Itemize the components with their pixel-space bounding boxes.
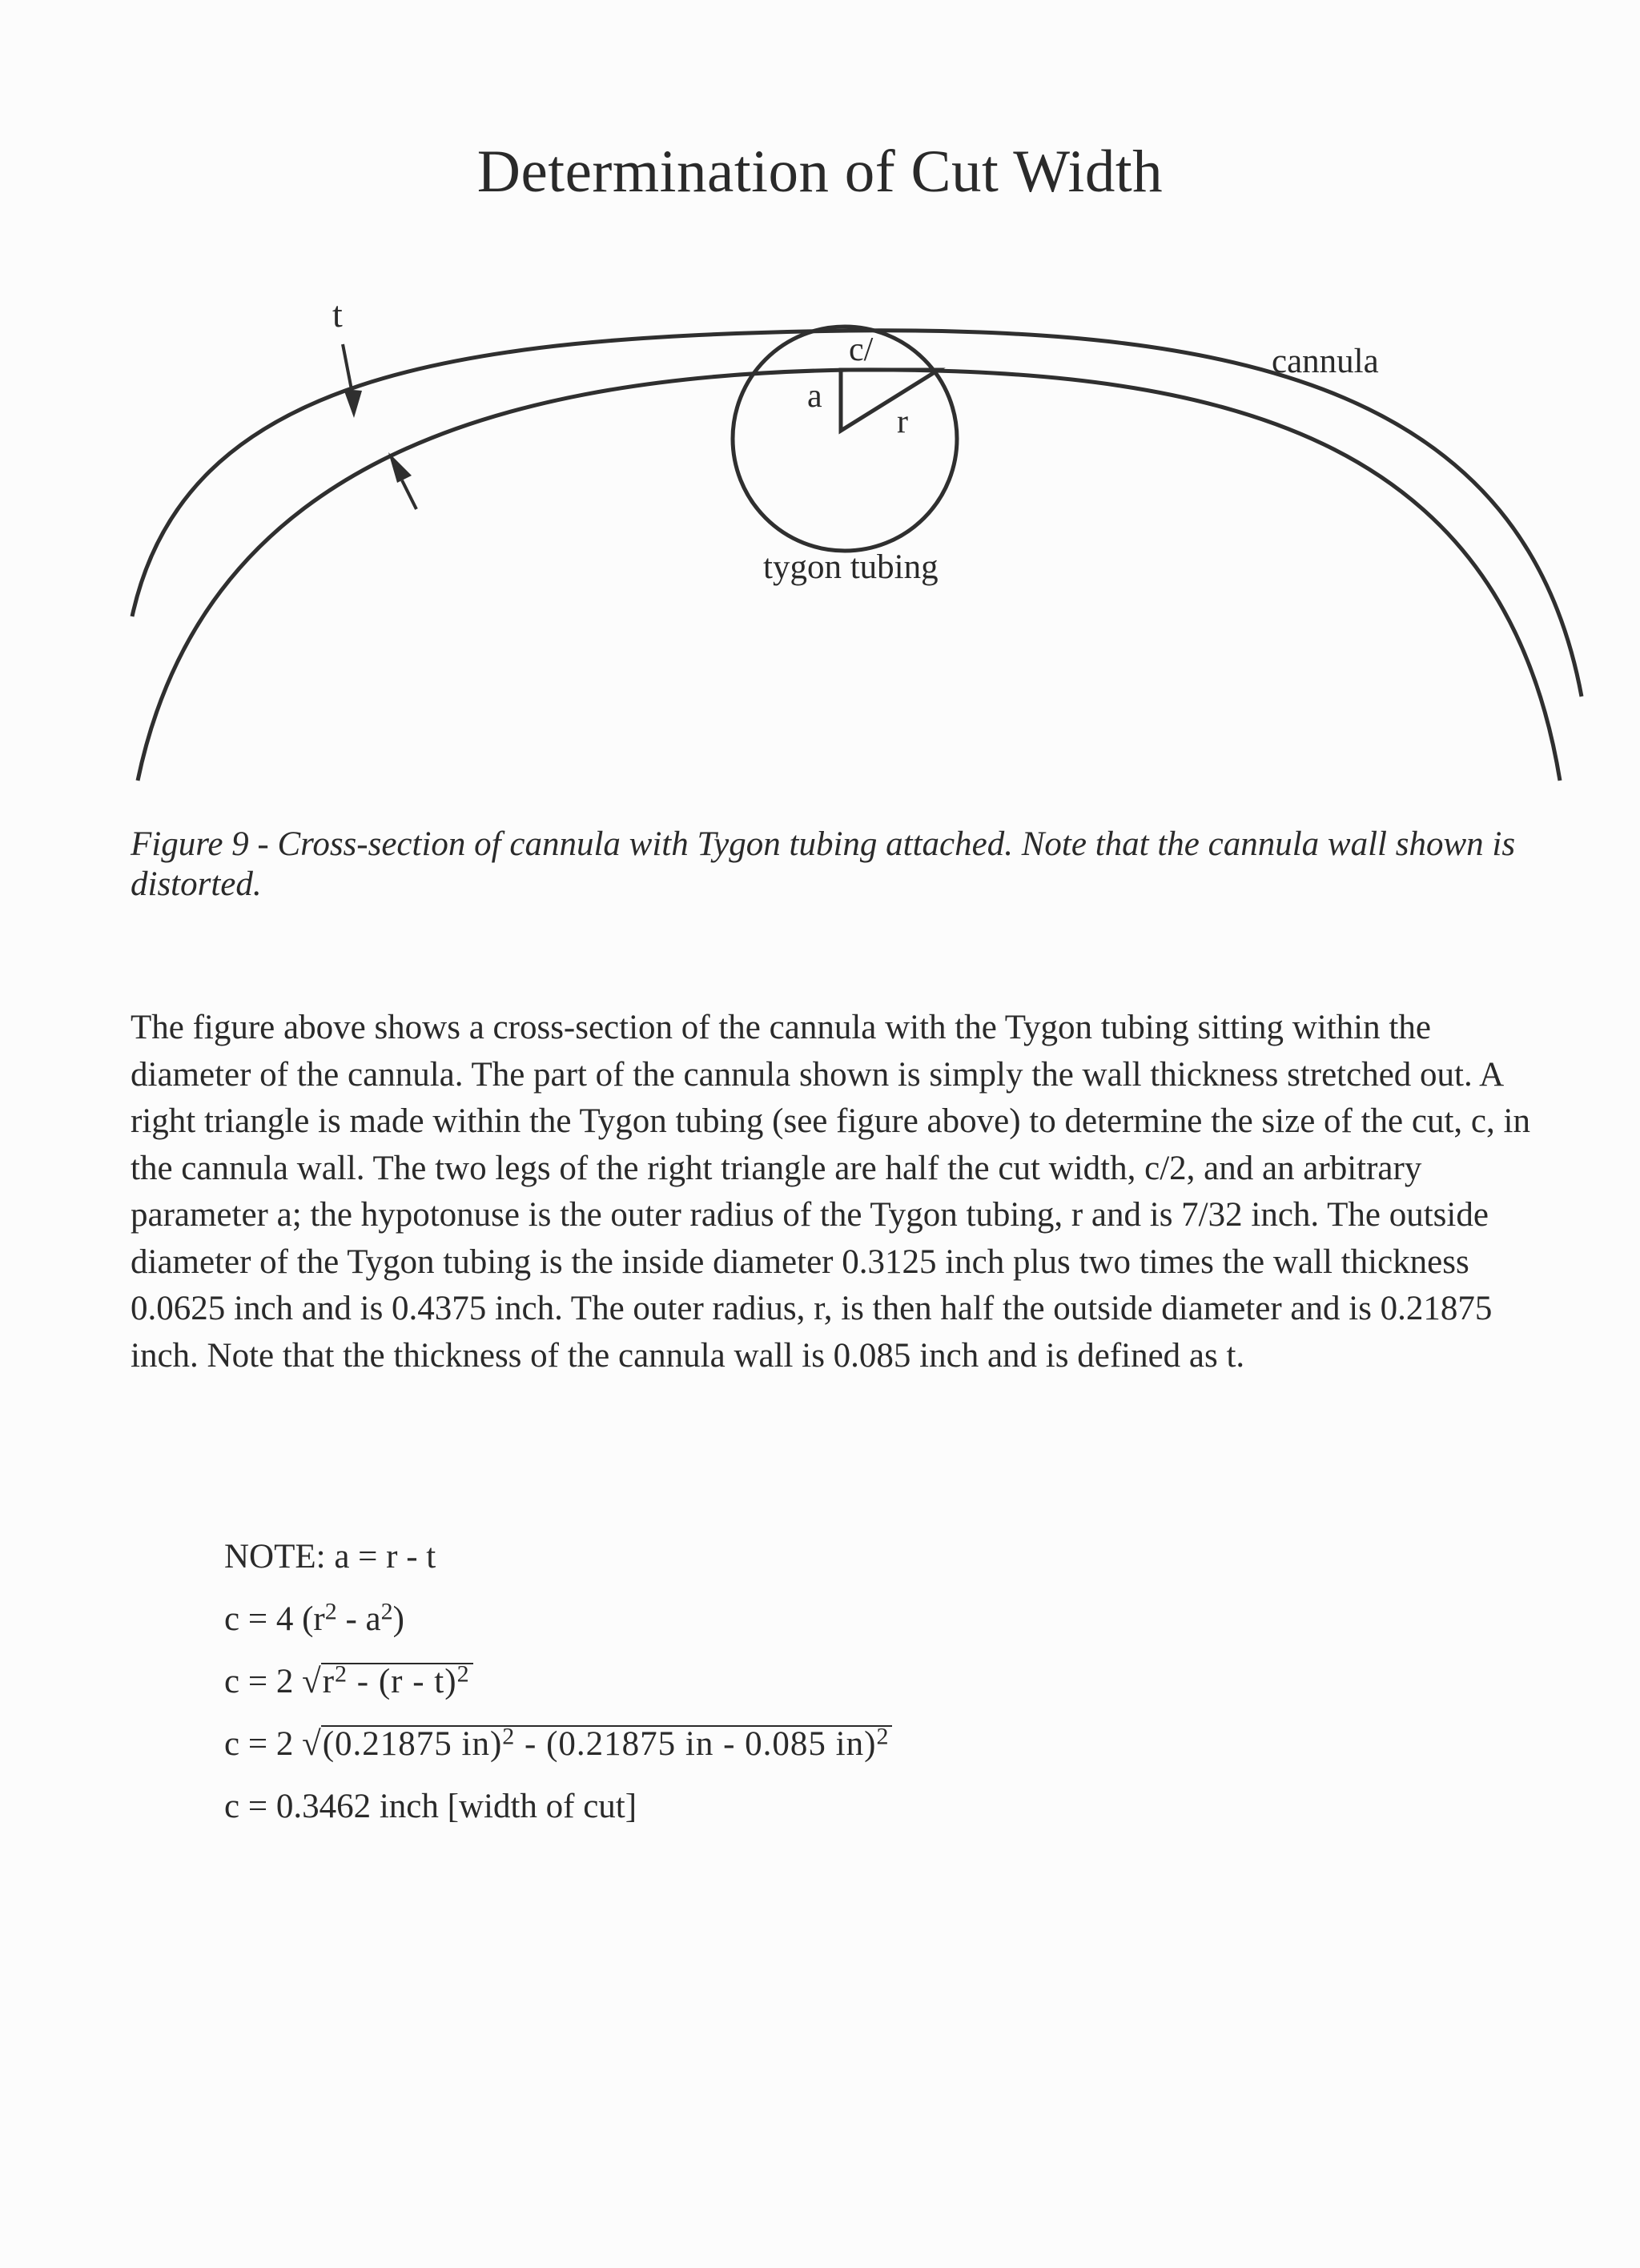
label-r: r	[897, 403, 908, 440]
label-tygon-tubing: tygon tubing	[763, 548, 939, 586]
page-title: Determination of Cut Width	[476, 138, 1164, 205]
tygon-tubing-circle	[733, 327, 957, 551]
figure-caption: Figure 9 - Cross-section of cannula with Tygon tubing attached. Note that the cannula wall shown is distorted.	[131, 825, 1516, 903]
equation-block	[224, 1537, 1425, 1849]
equation-3: c = 2 $√r^2 - (r - t)^2$	[224, 1662, 1425, 1724]
label-t: t	[332, 294, 343, 335]
label-cannula: cannula	[1272, 343, 1379, 380]
equation-2: c = 4 $(r^2 - a^2)$	[224, 1598, 404, 1638]
right-triangle	[841, 370, 939, 431]
thickness-arrow-top-line	[343, 344, 352, 394]
equation-note: NOTE: a = r - t	[224, 1538, 436, 1576]
thickness-arrow-bottom-line	[402, 480, 416, 509]
equation-4: c = 2 √(0.21875 in)$^2$ - (0.21875 in - 0.085 in)$^2$	[224, 1724, 1425, 1787]
thickness-arrow-top-head	[344, 389, 362, 418]
thickness-arrow-bottom-head	[388, 452, 412, 483]
label-a: a	[807, 378, 822, 415]
body-paragraph: The figure above shows a cross-section of the cannula with the Tygon tubing sitting within the diameter of the cannula. The part of the cannula shown is simply the wall thickness stretched out. A right triangle is made within the Tygon tubing (see figure above) to determine the size of the cut, c, in the cannula wall. The two legs of the right triangle are half the cut width, c/2, and an arbitrary parameter a; the hypotonuse is the outer radius of the Tygon tubing, r and is 7/32 inch. The outside diameter of the Tygon tubing is the inside diameter 0.3125 inch plus two times the wall thickness 0.0625 inch and is 0.4375 inch. The outer radius, r, is then half the outside diameter and is 0.21875 inch. Note that the thickness of the cannula wall is 0.085 inch and is defined as t.	[131, 1009, 1530, 1375]
label-c: c/	[849, 331, 874, 368]
equation-result: c = 0.3462 inch [width of cut]	[224, 1788, 637, 1825]
cannula-cross-section-figure	[0, 0, 1640, 801]
